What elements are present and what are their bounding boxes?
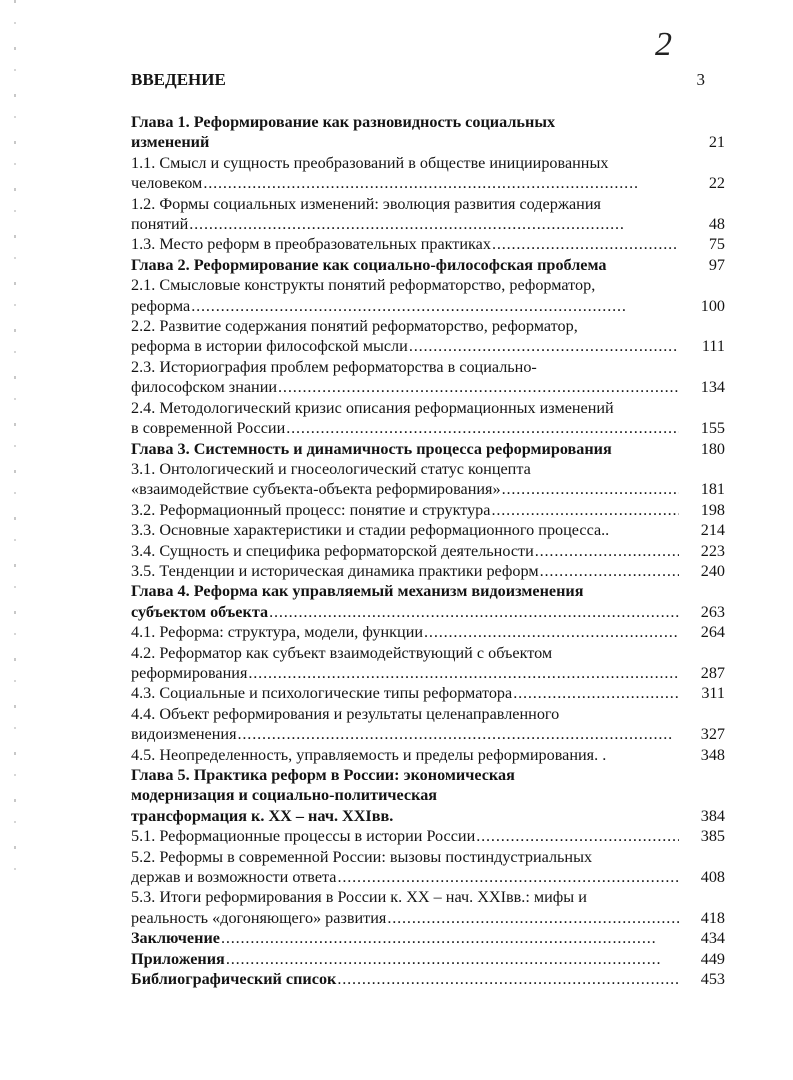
dot-leader [387, 908, 679, 928]
dot-leader [337, 867, 679, 887]
toc-section-entry[interactable] [131, 561, 725, 581]
toc-entry-line [131, 398, 725, 418]
toc-page-number: 75 [708, 235, 725, 254]
toc-entry-text: 3.2. Реформационный процесс: понятие и структура [131, 500, 491, 519]
toc-section-entry[interactable] [131, 622, 725, 642]
toc-section-entry[interactable] [131, 316, 725, 357]
toc-chapter-entry[interactable] [131, 439, 725, 459]
toc-entry-text: 2.4. Методологический кризис описания реформационных изменений [131, 398, 614, 417]
toc-page-number: 240 [700, 561, 725, 580]
intro-title: ВВЕДЕНИЕ [131, 70, 226, 89]
toc-entry-text: 3.4. Сущность и специфика реформаторской деятельности [131, 541, 534, 560]
toc-entry-line [131, 602, 725, 622]
dot-leader [248, 663, 679, 683]
toc-entry-text: «взаимодействие субъекта-объекта реформирования» [131, 480, 501, 499]
toc-entry-line [131, 275, 725, 295]
toc-page-number: 453 [700, 970, 725, 989]
toc-entry-line [131, 622, 725, 642]
scan-edge-artifact [14, 0, 16, 880]
toc-entry-text: 1.3. Место реформ в преобразовательных практиках [131, 235, 491, 254]
toc-entry-line [131, 479, 725, 499]
toc-entry-text: 2.3. Историография проблем реформаторства в социально- [131, 357, 537, 376]
toc-page-number: 48 [708, 215, 725, 234]
toc-entry-line [131, 316, 725, 336]
toc-entry-text: изменений [131, 133, 210, 152]
toc-section-entry[interactable] [131, 153, 725, 194]
toc-page-number: 214 [700, 521, 725, 540]
toc-entry-text: реальность «догоняющего» развития [131, 908, 387, 927]
toc-entry-text: видоизменения [131, 725, 237, 744]
toc-entry-text: 3.3. Основные характеристики и стадии реформационного процесса.. [131, 521, 610, 540]
toc-entry-line [131, 643, 725, 663]
dot-leader [203, 173, 679, 193]
dot-leader [191, 296, 679, 316]
toc-entry-line [131, 806, 725, 826]
toc-entry-text: реформа [131, 296, 191, 315]
toc-entry-text: 4.4. Объект реформирования и результаты целенаправленного [131, 704, 560, 723]
toc-page-number: 385 [700, 827, 725, 846]
toc-chapter-entry[interactable] [131, 928, 725, 948]
toc-section-entry[interactable] [131, 275, 725, 316]
dot-leader [502, 479, 679, 499]
toc-entry-line [131, 234, 725, 254]
toc-entry-line [131, 459, 725, 479]
toc-entry-line [131, 214, 725, 234]
toc-entry-line [131, 887, 725, 907]
toc-entry-line [131, 969, 725, 989]
toc-entry-line [131, 683, 725, 703]
toc-section-entry[interactable] [131, 643, 725, 684]
toc-entry-text: Заключение [131, 929, 220, 948]
toc-page-number: 223 [700, 541, 725, 560]
toc-entry-text: Приложения [131, 949, 225, 968]
toc-section-entry[interactable] [131, 826, 725, 846]
toc-page-number: 449 [700, 949, 725, 968]
dot-leader [278, 377, 679, 397]
toc-section-entry[interactable] [131, 357, 725, 398]
dot-leader [492, 234, 679, 254]
toc-chapter-entry[interactable] [131, 949, 725, 969]
toc-page-number: 384 [700, 806, 725, 825]
toc-entry-text: Глава 1. Реформирование как разновидность социальных [131, 113, 556, 131]
toc-page-number: 21 [708, 133, 725, 152]
dot-leader [476, 826, 679, 846]
handwritten-page-number: 2 [655, 26, 672, 63]
toc-entry-text: Глава 4. Реформа как управляемый механизм видоизменения [131, 582, 584, 601]
toc-entry-text: субъектом объекта [131, 602, 269, 621]
toc-page-number: 155 [700, 419, 725, 438]
toc-entry-text: 5.3. Итоги реформирования в России к. XX – нач. XXIвв.: мифы и [131, 888, 587, 907]
toc-entry-text: 5.1. Реформационные процессы в истории России [131, 827, 476, 846]
toc-entry-line [131, 520, 725, 540]
dot-leader [226, 949, 679, 969]
toc-entry-text: 2.1. Смысловые конструкты понятий реформаторство, реформатор, [131, 276, 596, 295]
toc-entry-text: модернизация и социально-политическая [131, 786, 438, 805]
toc-entry-text: Библиографический список [131, 970, 337, 989]
toc-chapter-entry[interactable] [131, 112, 725, 153]
toc-entry-line [131, 949, 725, 969]
toc-page-number: 100 [700, 296, 725, 315]
toc-entry-line [131, 704, 725, 724]
toc-section-entry[interactable] [131, 541, 725, 561]
dot-leader [535, 541, 679, 561]
toc-entry-line [131, 724, 725, 744]
dot-leader [540, 561, 679, 581]
toc-page-number: 198 [700, 500, 725, 519]
toc-page-number: 181 [700, 480, 725, 499]
toc-page-number: 434 [700, 929, 725, 948]
toc-entry-text: Глава 2. Реформирование как социально-философская проблема [131, 255, 607, 274]
toc-entry-text: Глава 5. Практика реформ в России: экономическая [131, 766, 515, 784]
toc-entry-text: философском знании [131, 378, 278, 397]
toc-page-number: 418 [700, 908, 725, 927]
dot-leader [491, 500, 679, 520]
toc-entry-text: реформирования [131, 663, 248, 682]
toc-page-number: 287 [700, 663, 725, 682]
toc-chapter-entry[interactable] [131, 581, 725, 622]
toc-entry-line [131, 112, 725, 132]
toc-section-entry[interactable] [131, 847, 725, 888]
toc-page-number: 180 [700, 439, 725, 458]
toc-entry-line [131, 357, 725, 377]
dot-leader [286, 418, 679, 438]
toc-entry-line [131, 581, 725, 601]
toc-entry-line [131, 255, 725, 275]
toc-entry-line [131, 745, 725, 765]
dot-leader [513, 683, 679, 703]
dot-leader [221, 928, 679, 948]
toc-chapter-entry[interactable] [131, 255, 725, 275]
toc-entry-text: держав и возможности ответа [131, 868, 337, 887]
toc-entry-line [131, 377, 725, 397]
toc-entry-line [131, 296, 725, 316]
table-of-contents [131, 112, 725, 989]
toc-entry-text: в современной России [131, 419, 286, 438]
toc-section-entry[interactable] [131, 459, 725, 500]
toc-section-entry[interactable] [131, 234, 725, 254]
toc-page-number: 264 [700, 623, 725, 642]
toc-entry-line [131, 908, 725, 928]
toc-page-number: 22 [708, 174, 725, 193]
toc-section-entry[interactable] [131, 887, 725, 928]
toc-section-entry[interactable] [131, 704, 725, 745]
toc-page-number: 97 [708, 255, 725, 274]
toc-section-entry[interactable] [131, 194, 725, 235]
toc-entry-text: реформа в истории философской мысли [131, 337, 408, 356]
toc-entry-line [131, 928, 725, 948]
toc-entry-line [131, 132, 725, 152]
toc-entry-line [131, 561, 725, 581]
dot-leader [189, 214, 679, 234]
toc-page-number: 311 [701, 684, 725, 703]
toc-page-number: 348 [700, 745, 725, 764]
toc-entry-line [131, 439, 725, 459]
toc-section-entry[interactable] [131, 398, 725, 439]
toc-entry-line [131, 336, 725, 356]
toc-entry-line [131, 867, 725, 887]
toc-entry-text: 3.1. Онтологический и гносеологический статус концепта [131, 459, 531, 478]
toc-chapter-entry[interactable] [131, 765, 725, 826]
toc-entry-line [131, 194, 725, 214]
dot-leader [424, 622, 679, 642]
toc-page-number: 408 [700, 868, 725, 887]
toc-entry-text: 4.5. Неопределенность, управляемость и пределы реформирования. . [131, 745, 607, 764]
dot-leader [337, 969, 679, 989]
toc-section-entry[interactable] [131, 520, 725, 540]
toc-page-number: 263 [700, 602, 725, 621]
toc-entry-line [131, 500, 725, 520]
toc-entry-text: 4.1. Реформа: структура, модели, функции [131, 623, 424, 642]
toc-intro-entry[interactable] [131, 70, 711, 92]
toc-entry-line [131, 541, 725, 561]
toc-section-entry[interactable] [131, 683, 725, 703]
toc-section-entry[interactable] [131, 745, 725, 765]
toc-entry-line [131, 153, 725, 173]
toc-entry-line [131, 847, 725, 867]
toc-entry-text: Глава 3. Системность и динамичность процесса реформирования [131, 439, 612, 458]
dot-leader [238, 724, 679, 744]
toc-entry-text: 2.2. Развитие содержания понятий реформаторство, реформатор, [131, 317, 578, 336]
toc-page-number: 327 [700, 725, 725, 744]
toc-entry-text: 3.5. Тенденции и историческая динамика практики реформ [131, 561, 539, 580]
dot-leader [409, 336, 679, 356]
toc-entry-text: 1.2. Формы социальных изменений: эволюция развития содержания [131, 194, 601, 213]
dot-leader [269, 602, 679, 622]
toc-page-number: 111 [701, 337, 725, 356]
toc-entry-line [131, 785, 725, 805]
toc-entry-text: понятий [131, 215, 189, 234]
toc-entry-line [131, 173, 725, 193]
intro-page-number: 3 [696, 70, 705, 89]
toc-entry-line [131, 826, 725, 846]
toc-entry-line [131, 663, 725, 683]
toc-entry-line [131, 418, 725, 438]
toc-section-entry[interactable] [131, 500, 725, 520]
toc-entry-text: 4.2. Реформатор как субъект взаимодействующий с объектом [131, 643, 553, 662]
toc-entry-text: человеком [131, 174, 203, 193]
toc-chapter-entry[interactable] [131, 969, 725, 989]
toc-entry-text: 4.3. Социальные и психологические типы реформатора [131, 684, 513, 703]
toc-entry-text: 5.2. Реформы в современной России: вызовы постиндустриальных [131, 847, 593, 866]
toc-page-number: 134 [700, 378, 725, 397]
toc-entry-text: трансформация к. XX – нач. XXIвв. [131, 806, 394, 825]
toc-entry-text: 1.1. Смысл и сущность преобразований в обществе инициированных [131, 153, 609, 172]
toc-entry-line [131, 765, 725, 785]
